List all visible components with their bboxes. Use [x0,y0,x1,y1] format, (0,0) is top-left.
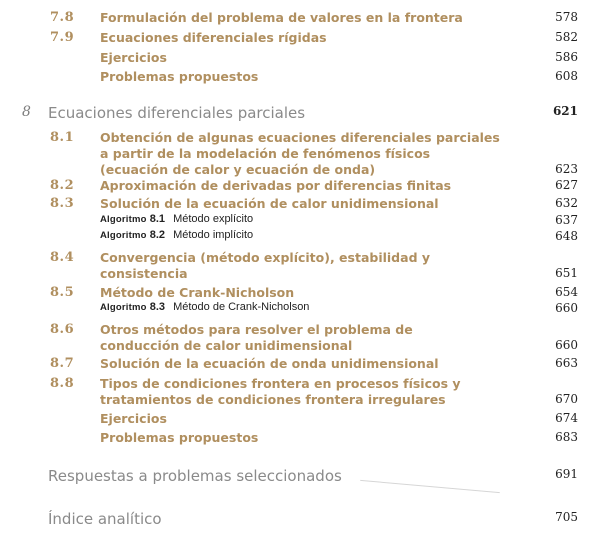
section-title: Solución de la ecuación de onda unidimensional [100,356,439,371]
page-number: 648 [555,229,578,243]
algorithm-entry [100,301,309,313]
page-number: 660 [555,301,578,315]
section-number: 8.4 [50,250,75,265]
algorithm-label: Algoritmo [100,214,147,225]
page-number: 674 [555,411,578,425]
algorithm-entry [100,213,253,225]
page-number: 632 [555,196,578,210]
scan-mark [360,480,500,493]
section-title: Método de Crank-Nicholson [100,285,295,300]
section-title: Problemas propuestos [100,69,259,84]
page-number: 683 [555,430,578,444]
page-number: 578 [555,10,578,24]
section-title: Tipos de condiciones frontera en procesos físicos y tratamientos de condiciones frontera irregulares [100,376,461,407]
section-title: Ejercicios [100,50,167,65]
section-number: 8.1 [50,130,75,145]
section-title: Solución de la ecuación de calor unidimensional [100,196,439,211]
page-number: 586 [555,50,578,64]
page-number: 582 [555,30,578,44]
page-number: 627 [555,178,578,192]
section-number: 8.3 [50,196,75,211]
page-number: 637 [555,213,578,227]
chapter-title: Ecuaciones diferenciales parciales [48,104,306,122]
back-matter-title: Respuestas a problemas seleccionados [48,467,342,485]
page-number: 608 [555,69,578,83]
algorithm-title: Método de Crank-Nicholson [173,301,310,313]
page-number: 651 [555,266,578,280]
page-number: 621 [552,104,578,118]
page-number: 623 [555,162,578,176]
back-matter-title: Índice analítico [48,510,162,528]
section-number: 7.8 [50,10,75,25]
section-number: 8.2 [50,178,75,193]
algorithm-entry [100,229,253,241]
algorithm-number: 8.1 [149,213,166,225]
section-number: 8.8 [50,376,75,391]
page-number: 663 [555,356,578,370]
algorithm-number: 8.3 [149,301,166,313]
section-title: Ecuaciones diferenciales rígidas [100,30,327,45]
section-title: Ejercicios [100,411,167,426]
section-title: Obtención de algunas ecuaciones diferenciales parciales a partir de la modelación de fenómenos físicos (ecuación de calor y ecuación de onda) [100,130,500,177]
page-number: 691 [555,467,578,481]
section-title: Formulación del problema de valores en la frontera [100,10,463,25]
algorithm-title: Método explícito [173,213,254,225]
algorithm-number: 8.2 [149,229,166,241]
algorithm-label: Algoritmo [100,302,147,313]
chapter-number: 8 [22,104,31,120]
section-number: 8.6 [50,322,75,337]
section-number: 8.5 [50,285,75,300]
page-number: 670 [555,392,578,406]
section-title: Aproximación de derivadas por diferencias finitas [100,178,452,193]
section-title: Otros métodos para resolver el problema de conducción de calor unidimensional [100,322,413,353]
algorithm-title: Método implícito [173,229,254,241]
section-title: Convergencia (método explícito), estabilidad y consistencia [100,250,431,281]
section-number: 7.9 [50,30,75,45]
algorithm-label: Algoritmo [100,230,147,241]
page-number: 705 [555,510,578,524]
section-number: 8.7 [50,356,75,371]
page-number: 654 [555,285,578,299]
page-number: 660 [555,338,578,352]
section-title: Problemas propuestos [100,430,259,445]
